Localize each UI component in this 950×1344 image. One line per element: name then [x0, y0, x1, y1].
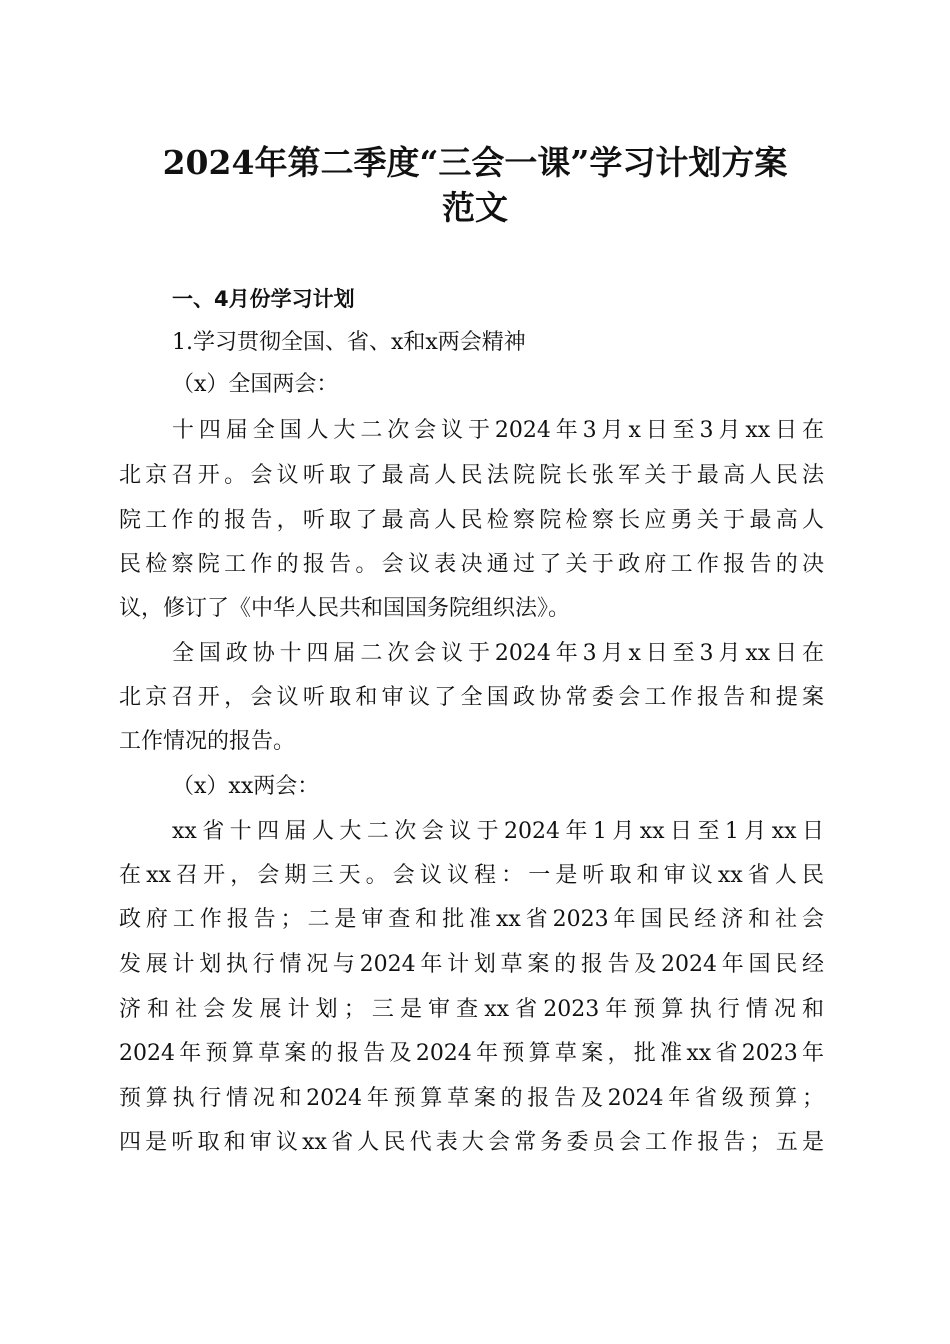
paragraph-line: 预算执行情况和2024年预算草案的报告及2024年省级预算；	[119, 1086, 824, 1111]
paragraph-line: 工作情况的报告。	[119, 729, 296, 754]
paragraph-line: 政府工作报告；二是审查和批准xx省2023年国民经济和社会	[119, 907, 824, 932]
paragraph-line: 2024年预算草案的报告及2024年预算草案，批准xx省2023年	[119, 1041, 824, 1066]
sub-heading-provincial: （x）xx两会：	[172, 774, 320, 799]
document-title-line-2: 范文	[442, 188, 508, 227]
item-heading: 1.学习贯彻全国、省、x和x两会精神	[172, 330, 526, 355]
paragraph-line: 济和社会发展计划；三是审查xx省2023年预算执行情况和	[119, 997, 824, 1022]
paragraph-line: 在xx召开，会期三天。会议议程：一是听取和审议xx省人民	[119, 863, 824, 888]
paragraph-line: 全国政协十四届二次会议于2024年3月x日至3月xx日在	[172, 641, 824, 666]
document-title-line-1: 2024年第二季度“三会一课”学习计划方案	[162, 143, 788, 182]
paragraph-line: 四是听取和审议xx省人民代表大会常务委员会工作报告；五是	[119, 1130, 824, 1155]
paragraph-line: xx省十四届人大二次会议于2024年1月xx日至1月xx日	[172, 819, 824, 844]
section-heading: 一、4月份学习计划	[172, 287, 355, 311]
paragraph-line: 十四届全国人大二次会议于2024年3月x日至3月xx日在	[172, 418, 824, 443]
paragraph-line: 院工作的报告，听取了最高人民检察院检察长应勇关于最高人	[119, 508, 824, 533]
paragraph-line: 北京召开，会议听取和审议了全国政协常委会工作报告和提案	[119, 685, 824, 710]
sub-heading-national: （x）全国两会：	[172, 372, 339, 397]
paragraph-line: 发展计划执行情况与2024年计划草案的报告及2024年国民经	[119, 952, 824, 977]
paragraph-line: 北京召开。会议听取了最高人民法院院长张军关于最高人民法	[119, 463, 824, 488]
paragraph-line: 议，修订了《中华人民共和国国务院组织法》。	[119, 596, 571, 621]
paragraph-line: 民检察院工作的报告。会议表决通过了关于政府工作报告的决	[119, 552, 824, 577]
